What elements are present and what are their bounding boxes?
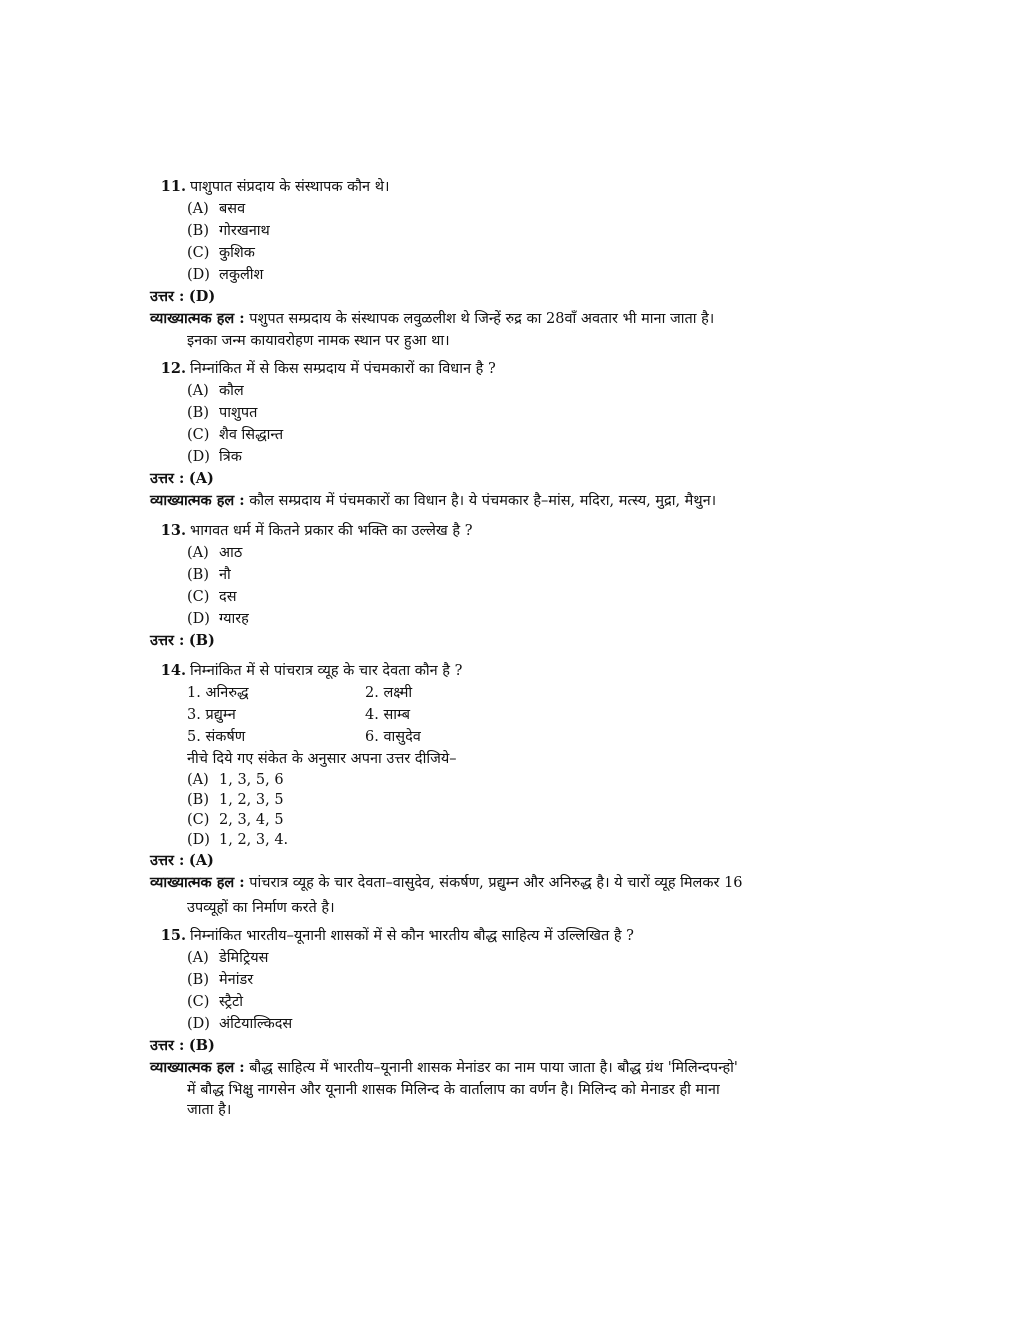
option-key: (A) [187,772,209,788]
option-a [187,380,872,402]
options [187,770,872,850]
explanation-continued: में बौद्ध भिक्षु नागसेन और यूनानी शासक मिलिन्द के वार्तालाप का वर्णन है। मिलिन्द को मेनाडर ही माना [187,1082,720,1098]
option-text: गोरखनाथ [219,223,270,239]
answer-value: (B) [188,632,215,649]
answer-value: (D) [188,288,216,305]
question-text: निम्नांकित भारतीय–यूनानी शासकों में से कौन भारतीय बौद्ध साहित्य में उल्लिखित है ? [190,928,634,944]
option-key: (D) [187,1016,210,1032]
explanation-continued: जाता है। [187,1102,232,1118]
explanation-text: बौद्ध साहित्य में भारतीय–यूनानी शासक मेनांडर का नाम पाया जाता है। बौद्ध ग्रंथ 'मिलिन्दपन्हो' [249,1060,738,1076]
option-text: बसव [219,201,246,217]
answer [150,1035,872,1057]
answer-label: उत्तर : [150,1037,185,1054]
option-key: (A) [187,950,209,966]
option-d [187,1013,872,1035]
option-a [187,770,872,790]
list-item: 2. लक्ष्मी [365,685,413,701]
option-key: (B) [187,792,209,808]
explanation [150,872,872,894]
option-b [187,402,872,424]
options [187,198,872,286]
explanation-text: कौल सम्प्रदाय में पंचमकारों का विधान है। ये पंचमकार है–मांस, मदिरा, मत्स्य, मुद्रा, मैथुन। [249,493,717,509]
option-text: लकुलीश [219,267,264,283]
question-number: 11. [160,178,186,195]
option-key: (A) [187,545,209,561]
option-key: (C) [187,245,210,261]
option-key: (C) [187,994,210,1010]
option-text: अंटियाल्किदस [219,1016,293,1032]
option-key: (D) [187,449,210,465]
option-a [187,542,872,564]
answer-label: उत्तर : [150,288,185,305]
option-d [187,446,872,468]
option-b [187,790,872,810]
option-key: (D) [187,832,210,848]
explanation [150,1057,872,1079]
option-key: (B) [187,405,209,421]
question-number: 12. [160,360,186,377]
option-d [187,608,872,630]
option-key: (D) [187,267,210,283]
option-c [187,424,872,446]
option-c [187,242,872,264]
question-12 [150,358,872,512]
explanation-text: पशुपत सम्प्रदाय के संस्थापक लवुळलीश थे जिन्हें रुद्र का 28वाँ अवतार भी माना जाता है। [249,311,715,327]
question-number: 13. [160,522,186,539]
question-15 [150,925,872,1119]
question-number: 15. [160,927,186,944]
question-number: 14. [160,662,186,679]
instruction: नीचे दिये गए संकेत के अनुसार अपना उत्तर दीजिये– [187,751,457,767]
explanation [150,490,872,512]
option-key: (B) [187,972,209,988]
option-text: दस [219,589,237,605]
option-c [187,991,872,1013]
explanation-label: व्याख्यात्मक हल : [150,1059,245,1076]
option-text: मेनांडर [219,972,254,988]
option-key: (A) [187,201,209,217]
question-13 [150,520,872,652]
option-key: (B) [187,223,209,239]
deity-list [187,682,872,748]
explanation [150,308,872,330]
option-key: (B) [187,567,209,583]
option-text: ग्यारह [219,611,249,627]
answer-value: (B) [188,1037,215,1054]
option-key: (D) [187,611,210,627]
answer-label: उत्तर : [150,470,185,487]
option-text: 1, 2, 3, 5 [219,792,284,808]
option-a [187,947,872,969]
option-text: पाशुपत [219,405,258,421]
explanation-label: व्याख्यात्मक हल : [150,874,245,891]
answer-value: (A) [188,470,214,487]
question-14 [150,660,872,917]
option-c [187,586,872,608]
option-text: 2, 3, 4, 5 [219,812,284,828]
explanation-continued: उपव्यूहों का निर्माण करते है। [187,900,335,916]
list-item: 3. प्रद्युम्न [187,707,236,723]
option-text: त्रिक [219,449,242,465]
question-list [150,176,872,1119]
answer-label: उत्तर : [150,632,185,649]
option-b [187,220,872,242]
option-b [187,564,872,586]
option-text: स्ट्रैटो [219,994,244,1010]
option-a [187,198,872,220]
option-text: कौल [219,383,244,399]
explanation-label: व्याख्यात्मक हल : [150,310,245,327]
list-item: 4. साम्ब [365,707,410,723]
option-text: शैव सिद्धान्त [219,427,284,443]
explanation-text: पांचरात्र व्यूह के चार देवता–वासुदेव, संकर्षण, प्रद्युम्न और अनिरुद्ध है। ये चारों व्यूह मिलकर 16 [249,875,743,891]
question-text: भागवत धर्म में कितने प्रकार की भक्ति का उल्लेख है ? [190,523,473,539]
option-text: डेमिट्रियस [219,950,269,966]
option-key: (C) [187,812,210,828]
explanation-label: व्याख्यात्मक हल : [150,492,245,509]
option-key: (C) [187,589,210,605]
option-key: (A) [187,383,209,399]
option-text: 1, 3, 5, 6 [219,772,284,788]
answer [150,850,872,872]
explanation-continued: इनका जन्म कायावरोहण नामक स्थान पर हुआ था। [187,333,450,349]
option-c [187,810,872,830]
option-text: नौ [219,567,231,583]
question-11 [150,176,872,350]
answer-value: (A) [188,852,214,869]
options [187,947,872,1035]
option-text: कुशिक [219,245,255,261]
question-text: निम्नांकित में से पांचरात्र व्यूह के चार देवता कौन है ? [190,663,463,679]
question-text: पाशुपात संप्रदाय के संस्थापक कौन थे। [190,179,390,195]
option-key: (C) [187,427,210,443]
list-item: 5. संकर्षण [187,729,246,745]
answer [150,286,872,308]
list-item: 1. अनिरुद्ध [187,685,249,701]
answer [150,468,872,490]
answer [150,630,872,652]
options [187,542,872,630]
option-text: आठ [219,545,243,561]
question-text: निम्नांकित में से किस सम्प्रदाय में पंचमकारों का विधान है ? [190,361,496,377]
option-d [187,264,872,286]
options [187,380,872,468]
option-b [187,969,872,991]
list-item: 6. वासुदेव [365,729,421,745]
answer-label: उत्तर : [150,852,185,869]
option-text: 1, 2, 3, 4. [219,832,289,848]
option-d [187,830,872,850]
